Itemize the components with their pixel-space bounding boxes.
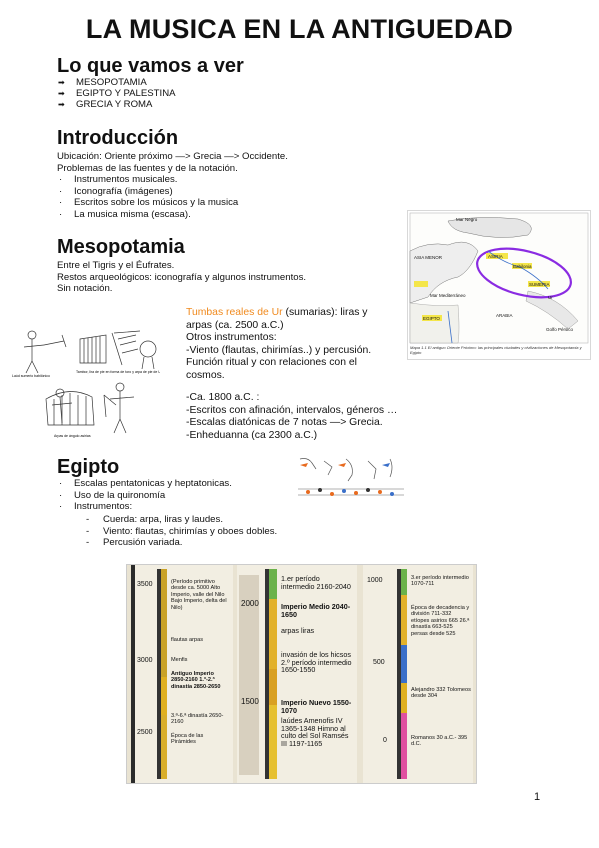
page-title: LA MUSICA EN LA ANTIGUEDAD — [85, 14, 514, 44]
text-line: -Escritos con afinación, intervalos, géneros … — [186, 404, 398, 416]
text-line: -Viento (flautas, chirimías..) y percusión. — [186, 344, 372, 356]
intro-bullets — [57, 174, 238, 220]
egipto-sub — [86, 514, 277, 549]
map-label: Mar Mediterráneo — [430, 293, 466, 298]
ca-text — [186, 392, 426, 442]
intro-heading: Introducción — [57, 127, 179, 149]
chironomy-illustration — [294, 455, 406, 503]
timeline-number: 0 — [383, 737, 387, 744]
map-label: SUMERIA — [529, 282, 550, 287]
timeline-number: 3000 — [137, 657, 153, 664]
egipto-bullets — [57, 478, 232, 513]
text-line: Sin notación. — [57, 283, 113, 295]
drawing-caption: Laúd sumerio babilónico — [12, 374, 50, 378]
list-item: · Iconografía (imágenes) — [59, 185, 173, 197]
page-number: 1 — [534, 791, 541, 803]
chironomy-drawing — [294, 455, 406, 503]
timeline-text: Romanos 30 a.C.- 395 d.C. — [411, 735, 468, 748]
timeline-text: 1.er período intermedio 2160-2040 — [281, 574, 351, 591]
map-label: ASIA MENOR — [414, 255, 443, 260]
timeline-text: Menfis — [171, 657, 188, 663]
map-label: ARABIA — [496, 313, 513, 318]
timeline-text: Época de las Pirámides — [171, 733, 204, 746]
timeline-number: 1500 — [241, 697, 259, 706]
text-line: Restos arqueológicos: iconografía y algunos instrumentos. — [57, 271, 307, 283]
timeline-text: (Período primitivo desde ca. 5000 Alto Imperio, valle del Nilo Bajo Imperio, delta del Nilo) — [171, 579, 227, 611]
ur-line — [186, 307, 386, 320]
map-label: Ur — [548, 295, 553, 300]
list-item: · Escritos sobre los músicos y la musica — [59, 197, 239, 209]
list-item: · Instrumentos: — [59, 501, 133, 513]
mesopotamia-text — [57, 260, 306, 295]
text-line: Función ritual y con relaciones con el — [186, 357, 357, 369]
list-item: - Cuerda: arpa, liras y laudes. — [86, 514, 223, 525]
text-line: arpas (ca. 2500 a.C.) — [186, 319, 284, 331]
list-item: · La musica misma (escasa). — [59, 208, 191, 220]
text-line: -Escalas diatónicas de 7 notas —> Grecia. — [186, 417, 383, 429]
drawing-caption: Tambor, lira de pie en forma de toro y arpa de pie de Ur (III) — [76, 370, 160, 374]
timeline-text: invasión de los hicsos 2.º período intermedio 1650-1550 — [281, 650, 352, 675]
timeline-number: 2000 — [241, 599, 259, 608]
mesopotamia-heading: Mesopotamia — [57, 236, 185, 258]
timeline-number: 1000 — [367, 577, 383, 584]
intro-text — [57, 151, 288, 174]
egipto-heading: Egipto — [57, 456, 120, 478]
ur-text — [186, 307, 386, 383]
drawing-caption: Arpas de ángulo asirias — [54, 434, 91, 438]
timeline-text: Antiguo Imperio 2850-2160 1.ª-2.ª dinastía 2850-2650 — [171, 671, 221, 690]
timeline-number: 500 — [373, 659, 385, 666]
timeline-col-1 — [131, 565, 233, 783]
mesopotamia-map — [407, 210, 591, 360]
timeline-text: Época de decadencia y división 711-332 etíopes asirios 665 26.ª dinastía 663-525 persas desde 525 — [411, 605, 470, 637]
timeline-col-2 — [237, 565, 357, 783]
overview-heading: Lo que vamos a ver — [57, 55, 244, 77]
list-item: ➡ GRECIA Y ROMA — [58, 99, 153, 110]
list-item: - Viento: flautas, chirimías y oboes dobles. — [86, 525, 278, 537]
egypt-timeline — [126, 564, 477, 784]
text-line: Entre el Tigris y el Éufrates. — [57, 260, 175, 271]
intro-line: Ubicación: Oriente próximo —> Grecia —> Occidente. — [57, 151, 288, 162]
timeline-text: flautas arpas — [171, 637, 204, 643]
text-line: Otros instrumentos: — [186, 332, 277, 344]
timeline-text: laúdes Amenofis IV 1365-1348 Himno al culto del Sol Ramsés III 1197-1165 — [281, 716, 349, 748]
timeline-text: Imperio Medio 2040-1650 — [281, 602, 351, 619]
map-label: Mar Negro — [456, 217, 478, 222]
text-line: -Ca. 1800 a.C. : — [186, 392, 260, 403]
arrow-icon: ➡ — [58, 100, 65, 109]
timeline-number: 2500 — [137, 729, 153, 736]
text-line: -Enheduanna (ca 2300 a.C.) — [186, 429, 318, 441]
map-label: EGIPTO — [423, 316, 440, 321]
intro-line: Problemas de las fuentes y de la notación. — [57, 162, 238, 174]
overview-list — [58, 77, 176, 110]
map-label: Babilonia — [513, 264, 532, 269]
arrow-icon: ➡ — [58, 89, 65, 98]
list-item: ➡ EGIPTO Y PALESTINA — [58, 88, 176, 99]
ur-highlight: Tumbas reales de Ur — [186, 307, 283, 318]
list-item: ➡ MESOPOTAMIA — [58, 77, 147, 88]
arrow-icon: ➡ — [58, 78, 65, 87]
mesopotamia-drawings — [10, 325, 160, 439]
text-line: cosmos. — [186, 369, 225, 381]
timeline-col-3 — [363, 565, 473, 783]
list-item: - Percusión variada. — [86, 537, 183, 549]
timeline-text: Imperio Nuevo 1550-1070 — [281, 698, 352, 715]
map-caption: Mapa 1.1 El antiguo Oriente Próximo: las principales ciudades y civilizaciones de Mesopotamia y Egipto — [410, 345, 582, 355]
timeline-text: arpas liras — [281, 626, 315, 635]
map-label: ASIRIA — [488, 254, 503, 259]
list-item: · Escalas pentatonicas y heptatonicas. — [59, 478, 232, 489]
timeline-text: 3.er período intermedio 1070-711 — [411, 575, 469, 588]
map-drawing — [408, 211, 590, 359]
instruments-drawing — [10, 325, 160, 439]
timeline-text: 3.ª-6.ª dinastía 2650-2160 — [171, 713, 224, 726]
map-label: Golfo Pérsico — [546, 327, 574, 332]
list-item: · Instrumentos musicales. — [59, 174, 178, 185]
timeline-text: Alejandro 332 Tolomeos desde 304 — [411, 687, 471, 700]
timeline-number: 3500 — [137, 581, 153, 588]
list-item: · Uso de la quironomía — [59, 489, 166, 501]
ur-rest: (sumarias): liras y — [282, 307, 368, 318]
